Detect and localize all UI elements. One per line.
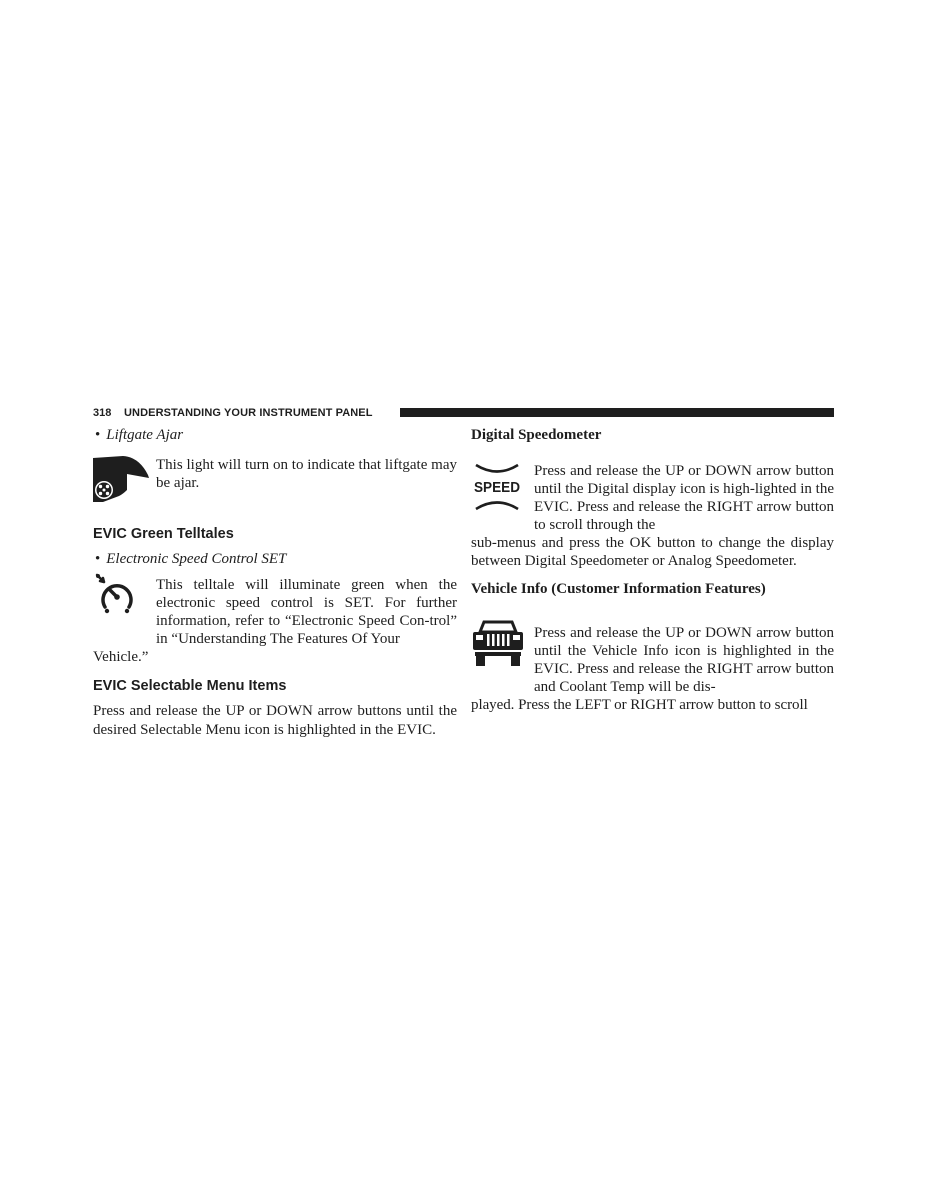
digital-speed-icon	[471, 460, 523, 514]
speed-control-tail: Vehicle.”	[93, 649, 149, 666]
liftgate-text: This light will turn on to indicate that liftgate may be ajar.	[156, 457, 457, 492]
digital-speed-icon-label: SPEED	[474, 479, 521, 496]
vehicle-info-heading: Vehicle Info (Customer Information Features)	[471, 580, 766, 597]
vehicle-info-text: Press and release the UP or DOWN arrow button until the Vehicle Info icon is highlighted in the EVIC. Press and release the RIGHT arrow button and Coolant Temp will be dis-	[534, 624, 834, 695]
digital-speedometer-block	[471, 462, 834, 534]
digital-speedometer-tail: sub-menus and press the OK button to change the display between Digital Speedometer or Analog Speedometer.	[471, 535, 834, 570]
bullet-speed-control-label: Electronic Speed Control SET	[106, 551, 287, 567]
green-telltales-heading: EVIC Green Telltales	[93, 526, 234, 542]
bullet-dot: •	[95, 427, 101, 443]
vehicle-info-tail: played. Press the LEFT or RIGHT arrow button to scroll	[471, 696, 808, 713]
liftgate-block	[93, 454, 457, 514]
bullet-liftgate	[93, 426, 457, 444]
bullet-dot: •	[95, 551, 101, 567]
bullet-speed-control	[93, 550, 457, 568]
digital-speedometer-heading: Digital Speedometer	[471, 427, 602, 443]
vehicle-info-block	[471, 624, 834, 696]
digital-speedometer-text: Press and release the UP or DOWN arrow button until the Digital display icon is high-lighted in the EVIC. Press and release the RIGHT arrow button to scroll through the	[534, 463, 834, 534]
left-column	[93, 426, 457, 739]
page-number: 318	[93, 407, 112, 419]
selectable-menu-heading: EVIC Selectable Menu Items	[93, 678, 287, 695]
bullet-liftgate-label: Liftgate Ajar	[106, 427, 184, 443]
liftgate-ajar-icon	[93, 452, 149, 508]
selectable-menu-text: Press and release the UP or DOWN arrow buttons until the desired Selectable Menu icon is highlighted in the EVIC.	[93, 703, 457, 738]
vehicle-front-icon	[471, 618, 525, 668]
speed-control-block	[93, 576, 457, 648]
section-title: UNDERSTANDING YOUR INSTRUMENT PANEL	[124, 407, 373, 419]
header-rule	[400, 408, 834, 417]
page-header	[93, 406, 834, 420]
speed-control-text: This telltale will illuminate green when the electronic speed control is SET. For further information, refer to “Electronic Speed Con-trol” in “Understanding The Features Of Your	[156, 577, 457, 648]
right-column	[471, 426, 834, 714]
speedometer-set-icon	[95, 573, 141, 619]
